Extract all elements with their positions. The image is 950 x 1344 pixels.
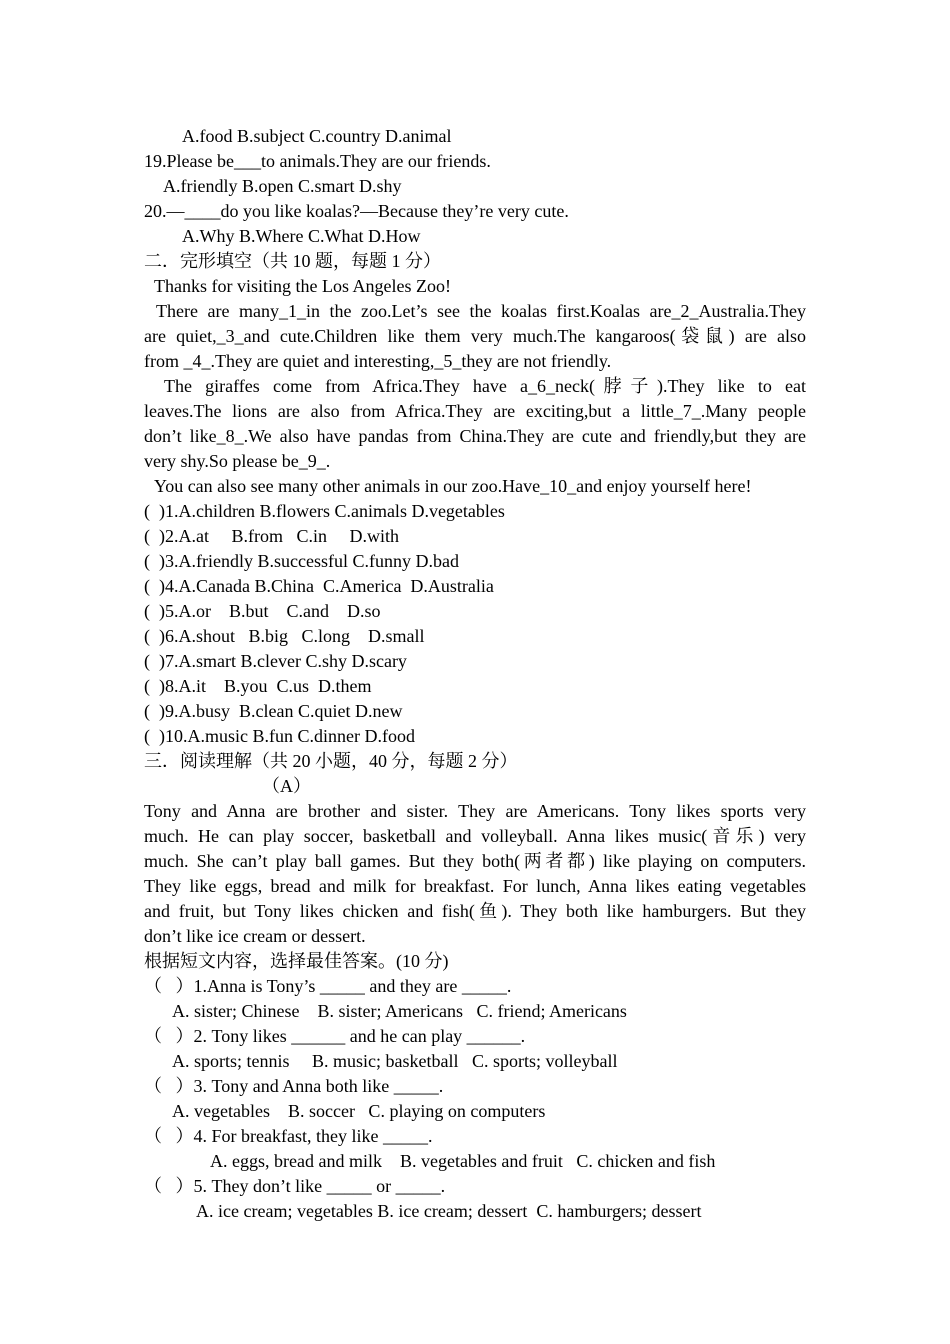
reading-question-5-options: A. ice cream; vegetables B. ice cream; dessert C. hamburgers; dessert xyxy=(196,1201,702,1221)
passage-line-2: much. He can play soccer, basketball and volleyball. Anna likes music(音乐) very xyxy=(144,826,806,846)
passage-a-label: （A） xyxy=(262,776,311,796)
reading-question-2-options: A. sports; tennis B. music; basketball C. sports; volleyball xyxy=(172,1051,618,1071)
cloze-paragraph-2-line-3: don’t like_8_.We also have pandas from China.They are cute and friendly,but they are xyxy=(144,426,806,446)
cloze-paragraph-1-line-2: are quiet,_3_and cute.Children like them very much.The kangaroos(袋鼠) are also xyxy=(144,326,806,346)
question-19-options: A.friendly B.open C.smart D.shy xyxy=(163,176,402,196)
cloze-question-3: ( )3.A.friendly B.successful C.funny D.bad xyxy=(144,551,459,571)
reading-question-1-options: A. sister; Chinese B. sister; Americans C. friend; Americans xyxy=(172,1001,627,1021)
passage-line-5: and fruit, but Tony likes chicken and fish(鱼). They both like hamburgers. But they xyxy=(144,901,806,921)
passage-line-3: much. She can’t play ball games. But they both(两者都) like playing on computers. xyxy=(144,851,806,871)
cloze-question-9: ( )9.A.busy B.clean C.quiet D.new xyxy=(144,701,403,721)
reading-question-4-stem: （ ）4. For breakfast, they like _____. xyxy=(144,1126,433,1146)
cloze-title: Thanks for visiting the Los Angeles Zoo! xyxy=(154,276,451,296)
reading-question-2-stem: （ ）2. Tony likes ______ and he can play ______. xyxy=(144,1026,526,1046)
passage-line-1: Tony and Anna are brother and sister. They are Americans. Tony likes sports very xyxy=(144,801,806,821)
question-20-stem: 20.—____do you like koalas?—Because they’re very cute. xyxy=(144,201,569,221)
passage-line-6: don’t like ice cream or dessert. xyxy=(144,926,366,946)
cloze-question-2: ( )2.A.at B.from C.in D.with xyxy=(144,526,399,546)
reading-question-1-stem: （ ）1.Anna is Tony’s _____ and they are _____. xyxy=(144,976,512,996)
question-19-stem: 19.Please be___to animals.They are our friends. xyxy=(144,151,491,171)
cloze-question-1: ( )1.A.children B.flowers C.animals D.vegetables xyxy=(144,501,505,521)
cloze-paragraph-2-line-4: very shy.So please be_9_. xyxy=(144,451,331,471)
reading-question-3-stem: （ ）3. Tony and Anna both like _____. xyxy=(144,1076,444,1096)
cloze-paragraph-3: You can also see many other animals in our zoo.Have_10_and enjoy yourself here! xyxy=(154,476,752,496)
cloze-paragraph-1-line-1: There are many_1_in the zoo.Let’s see the koalas first.Koalas are_2_Australia.They xyxy=(156,301,806,321)
question-18-options: A.food B.subject C.country D.animal xyxy=(182,126,452,146)
passage-line-4: They like eggs, bread and milk for breakfast. For lunch, Anna likes eating vegetables xyxy=(144,876,806,896)
section-2-heading: 二．完形填空（共 10 题，每题 1 分） xyxy=(144,251,441,271)
cloze-paragraph-2-line-2: leaves.The lions are also from Africa.They are exciting,but a little_7_.Many people xyxy=(144,401,806,421)
cloze-question-6: ( )6.A.shout B.big C.long D.small xyxy=(144,626,425,646)
cloze-question-7: ( )7.A.smart B.clever C.shy D.scary xyxy=(144,651,407,671)
reading-question-5-stem: （ ）5. They don’t like _____ or _____. xyxy=(144,1176,446,1196)
reading-instruction: 根据短文内容，选择最佳答案。(10 分) xyxy=(144,951,449,971)
reading-question-4-options: A. eggs, bread and milk B. vegetables and fruit C. chicken and fish xyxy=(210,1151,716,1171)
cloze-question-4: ( )4.A.Canada B.China C.America D.Australia xyxy=(144,576,494,596)
document-content xyxy=(144,124,806,1224)
cloze-paragraph-2-line-1: The giraffes come from Africa.They have a_6_neck(脖子).They like to eat xyxy=(164,376,806,396)
cloze-question-5: ( )5.A.or B.but C.and D.so xyxy=(144,601,381,621)
cloze-question-8: ( )8.A.it B.you C.us D.them xyxy=(144,676,372,696)
question-20-options: A.Why B.Where C.What D.How xyxy=(182,226,421,246)
reading-question-3-options: A. vegetables B. soccer C. playing on computers xyxy=(172,1101,546,1121)
section-3-heading: 三．阅读理解（共 20 小题，40 分，每题 2 分） xyxy=(144,751,518,771)
cloze-question-10: ( )10.A.music B.fun C.dinner D.food xyxy=(144,726,415,746)
cloze-paragraph-1-line-3: from _4_.They are quiet and interesting,_5_they are not friendly. xyxy=(144,351,612,371)
